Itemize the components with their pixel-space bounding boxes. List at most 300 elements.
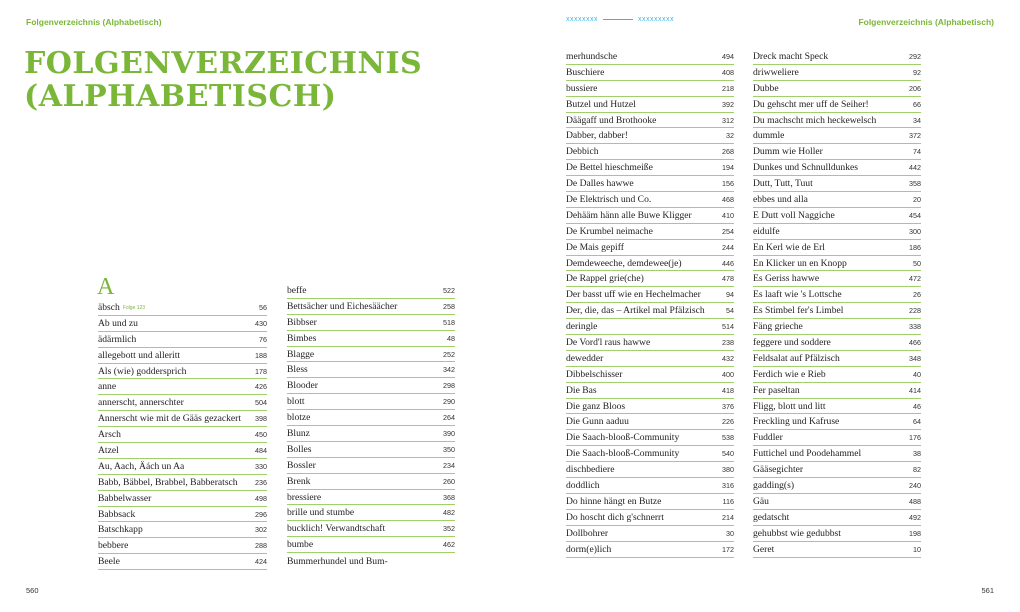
index-column-2 bbox=[287, 283, 455, 569]
entry-title-wrap bbox=[753, 337, 831, 348]
entry-title: Babbelwasser bbox=[98, 492, 152, 504]
entry-page-number: 302 bbox=[255, 525, 267, 535]
entry-title: Ferdich wie e Rieb bbox=[753, 368, 826, 380]
entry-page-number: 358 bbox=[909, 179, 921, 189]
entry-page-number: 484 bbox=[255, 445, 267, 455]
entry-page-number: 316 bbox=[722, 480, 734, 490]
entry-page-number: 408 bbox=[722, 67, 734, 77]
entry-title-wrap bbox=[287, 380, 318, 391]
entry-title-wrap bbox=[287, 476, 310, 487]
index-entry bbox=[98, 379, 267, 395]
index-entry bbox=[566, 303, 734, 319]
index-entry bbox=[566, 351, 734, 367]
entry-title: Dollbohrer bbox=[566, 527, 609, 539]
entry-title: Freckling und Kafruse bbox=[753, 416, 840, 428]
entry-title: Bless bbox=[287, 364, 308, 376]
entry-title-wrap bbox=[98, 397, 184, 408]
entry-title: Fäng grieche bbox=[753, 321, 803, 333]
index-entry bbox=[566, 97, 734, 113]
entry-title-wrap bbox=[98, 429, 121, 440]
entry-title: brille und stumbe bbox=[287, 507, 355, 519]
title-line-2: (ALPHABETISCH) bbox=[24, 79, 337, 114]
index-entry bbox=[566, 49, 734, 65]
entry-page-number: 34 bbox=[913, 115, 921, 125]
index-entry bbox=[753, 256, 921, 272]
entry-page-number: 390 bbox=[443, 428, 455, 438]
index-entry bbox=[753, 224, 921, 240]
entry-title-wrap bbox=[566, 99, 636, 110]
entry-title: Arsch bbox=[98, 429, 121, 441]
index-entry bbox=[753, 65, 921, 81]
entry-title-wrap bbox=[753, 544, 774, 555]
index-column-3 bbox=[566, 49, 734, 558]
entry-title-wrap bbox=[98, 302, 145, 313]
index-entry bbox=[98, 316, 267, 332]
decoration-line bbox=[603, 19, 633, 20]
entry-page-number: 228 bbox=[909, 306, 921, 316]
entry-title-wrap bbox=[566, 369, 623, 380]
entry-page-number: 92 bbox=[913, 67, 921, 77]
entry-title: De Dalles hawwe bbox=[566, 178, 634, 190]
entry-title-wrap bbox=[753, 416, 839, 427]
entry-page-number: 32 bbox=[726, 131, 734, 141]
entry-title-wrap bbox=[566, 305, 705, 316]
entry-title-wrap bbox=[753, 146, 823, 157]
entry-title-wrap bbox=[566, 337, 650, 348]
entry-title: Du gehscht mer uff de Seiher! bbox=[753, 98, 869, 110]
entry-title: dorm(e)lich bbox=[566, 543, 612, 555]
entry-title: feggere und soddere bbox=[753, 336, 831, 348]
index-entry bbox=[753, 510, 921, 526]
index-entry bbox=[566, 399, 734, 415]
entry-title-wrap bbox=[566, 67, 604, 78]
entry-title-wrap bbox=[566, 432, 679, 443]
index-entry bbox=[287, 490, 455, 506]
index-entry bbox=[753, 176, 921, 192]
entry-title-wrap bbox=[287, 317, 317, 328]
entry-title-wrap bbox=[98, 334, 136, 345]
index-entry bbox=[753, 97, 921, 113]
entry-title-wrap bbox=[287, 333, 316, 344]
entry-page-number: 260 bbox=[443, 476, 455, 486]
index-entry bbox=[753, 478, 921, 494]
entry-title: Dibbelschisser bbox=[566, 368, 623, 380]
index-entry bbox=[753, 526, 921, 542]
entry-page-number: 414 bbox=[909, 385, 921, 395]
index-entry bbox=[753, 144, 921, 160]
entry-title-wrap bbox=[566, 194, 651, 205]
entry-page-number: 410 bbox=[722, 210, 734, 220]
entry-title: beffe bbox=[287, 284, 307, 296]
index-entry bbox=[753, 367, 921, 383]
entry-title: E Dutt voll Naggiche bbox=[753, 209, 835, 221]
index-entry bbox=[753, 351, 921, 367]
entry-title-wrap bbox=[98, 524, 143, 535]
entry-title: Fligg, blott und litt bbox=[753, 400, 826, 412]
entry-page-number: 264 bbox=[443, 413, 455, 423]
entry-title-wrap bbox=[753, 512, 789, 523]
entry-page-number: 338 bbox=[909, 322, 921, 332]
entry-title: gedatscht bbox=[753, 511, 790, 523]
index-entry bbox=[287, 458, 455, 474]
entry-page-number: 504 bbox=[255, 398, 267, 408]
entry-title: Die Saach-blooß-Community bbox=[566, 448, 680, 460]
entry-title: bebbere bbox=[98, 540, 129, 552]
index-entry bbox=[753, 113, 921, 129]
index-entry bbox=[566, 462, 734, 478]
entry-title: Bettsächer und Eichesäächer bbox=[287, 300, 398, 312]
entry-title-wrap bbox=[566, 496, 661, 507]
entry-title-wrap bbox=[566, 448, 679, 459]
index-entry bbox=[753, 303, 921, 319]
entry-page-number: 300 bbox=[909, 226, 921, 236]
entry-title: De Vord'l raus hawwe bbox=[566, 336, 651, 348]
entry-title: Atzel bbox=[98, 444, 119, 456]
entry-title-wrap bbox=[753, 401, 826, 412]
entry-title-wrap bbox=[753, 496, 769, 507]
entry-title-wrap bbox=[287, 507, 354, 518]
index-entry bbox=[98, 364, 267, 380]
entry-title: Batschkapp bbox=[98, 524, 143, 536]
index-entry bbox=[566, 160, 734, 176]
index-entry bbox=[287, 394, 455, 410]
entry-title-wrap bbox=[566, 464, 614, 475]
entry-page-number: 234 bbox=[443, 460, 455, 470]
index-column-4 bbox=[753, 49, 921, 558]
entry-page-number: 466 bbox=[909, 337, 921, 347]
entry-title: driwweliere bbox=[753, 66, 799, 78]
page-title bbox=[24, 47, 422, 113]
entry-page-number: 488 bbox=[909, 496, 921, 506]
entry-title-wrap bbox=[566, 401, 625, 412]
entry-title-wrap bbox=[566, 242, 624, 253]
entry-title: Feldsalat auf Pfälzisch bbox=[753, 352, 840, 364]
entry-title: Es Stimbel fer's Limbel bbox=[753, 305, 844, 317]
entry-title-wrap bbox=[98, 461, 184, 472]
index-entry bbox=[98, 538, 267, 554]
entry-title: De Krumbel neimache bbox=[566, 225, 653, 237]
entry-title-wrap bbox=[566, 353, 603, 364]
entry-title-wrap bbox=[566, 544, 611, 555]
entry-title: Dutt, Tutt, Tuut bbox=[753, 178, 813, 190]
index-entry bbox=[287, 442, 455, 458]
entry-page-number: 48 bbox=[447, 333, 455, 343]
entry-title: Du machscht mich heckewelsch bbox=[753, 114, 877, 126]
index-entry bbox=[753, 160, 921, 176]
entry-title: Au, Aach, Äách un Aa bbox=[98, 460, 185, 472]
entry-title: dewedder bbox=[566, 352, 604, 364]
entry-title: blotze bbox=[287, 412, 311, 424]
entry-page-number: 518 bbox=[443, 317, 455, 327]
entry-page-number: 26 bbox=[913, 290, 921, 300]
entry-page-number: 214 bbox=[722, 512, 734, 522]
entry-page-number: 426 bbox=[255, 382, 267, 392]
entry-title-wrap bbox=[287, 301, 397, 312]
index-entry bbox=[753, 271, 921, 287]
entry-page-number: 76 bbox=[259, 334, 267, 344]
entry-title: Debbich bbox=[566, 146, 599, 158]
entry-title: ebbes und alla bbox=[753, 193, 808, 205]
index-entry bbox=[566, 367, 734, 383]
entry-page-number: 38 bbox=[913, 449, 921, 459]
entry-page-number: 66 bbox=[913, 99, 921, 109]
index-column-1 bbox=[98, 300, 267, 570]
index-entry bbox=[753, 414, 921, 430]
index-entry bbox=[98, 507, 267, 523]
entry-title-wrap bbox=[753, 115, 876, 126]
index-entry bbox=[566, 192, 734, 208]
entry-page-number: 352 bbox=[443, 524, 455, 534]
entry-page-number: 292 bbox=[909, 51, 921, 61]
index-entry bbox=[753, 383, 921, 399]
entry-title: annerscht, annerschter bbox=[98, 397, 184, 409]
entry-page-number: 472 bbox=[909, 274, 921, 284]
entry-page-number: 446 bbox=[722, 258, 734, 268]
entry-page-number: 116 bbox=[722, 496, 734, 506]
entry-title: Blunz bbox=[287, 427, 310, 439]
entry-page-number: 478 bbox=[722, 274, 734, 284]
entry-title: Ab und zu bbox=[98, 317, 138, 329]
entry-title-wrap bbox=[566, 273, 644, 284]
index-entry bbox=[753, 542, 921, 558]
entry-title: Futtichel und Poodehammel bbox=[753, 448, 862, 460]
entry-title-wrap bbox=[287, 349, 314, 360]
section-letter: A bbox=[97, 274, 115, 300]
entry-title: Bummerhundel und Bum- bbox=[287, 555, 388, 567]
entry-page-number: 198 bbox=[909, 528, 921, 538]
index-entry bbox=[287, 537, 455, 553]
entry-title-wrap bbox=[753, 369, 826, 380]
index-entry bbox=[287, 362, 455, 378]
entry-title: ädärmlich bbox=[98, 333, 137, 345]
entry-title-wrap bbox=[98, 509, 135, 520]
entry-title-wrap bbox=[753, 353, 840, 364]
entry-page-number: 56 bbox=[259, 302, 267, 312]
entry-page-number: 514 bbox=[722, 322, 734, 332]
index-entry bbox=[753, 81, 921, 97]
running-header-right: Folgenverzeichnis (Alphabetisch) bbox=[858, 17, 994, 27]
entry-page-number: 376 bbox=[722, 401, 734, 411]
entry-page-number: 424 bbox=[255, 557, 267, 567]
entry-title: Annerscht wie mit de Gääs gezackert bbox=[98, 413, 242, 425]
entry-page-number: 350 bbox=[443, 444, 455, 454]
index-entry bbox=[753, 319, 921, 335]
index-entry bbox=[98, 332, 267, 348]
index-entry bbox=[98, 411, 267, 427]
index-entry bbox=[566, 319, 734, 335]
index-entry bbox=[287, 299, 455, 315]
entry-title-wrap bbox=[566, 416, 629, 427]
index-entry bbox=[566, 414, 734, 430]
entry-page-number: 494 bbox=[722, 51, 734, 61]
index-entry bbox=[566, 240, 734, 256]
entry-title-wrap bbox=[566, 115, 656, 126]
entry-page-number: 400 bbox=[722, 369, 734, 379]
entry-page-number: 186 bbox=[909, 242, 921, 252]
entry-page-number: 194 bbox=[722, 163, 734, 173]
entry-title: Do hinne hängt en Butze bbox=[566, 495, 662, 507]
index-entry bbox=[566, 271, 734, 287]
index-entry bbox=[98, 395, 267, 411]
entry-page-number: 156 bbox=[722, 179, 734, 189]
entry-title: Dreck macht Speck bbox=[753, 50, 829, 62]
entry-title-wrap bbox=[753, 178, 813, 189]
entry-page-number: 312 bbox=[722, 115, 734, 125]
entry-title-wrap bbox=[287, 285, 307, 296]
entry-title: Dunkes und Schnulldunkes bbox=[753, 162, 858, 174]
title-line-1: FOLGENVERZEICHNIS bbox=[24, 46, 423, 81]
entry-page-number: 94 bbox=[726, 290, 734, 300]
index-entry bbox=[753, 287, 921, 303]
entry-title-wrap bbox=[566, 51, 617, 62]
entry-title: Bossler bbox=[287, 459, 316, 471]
entry-page-number: 236 bbox=[255, 477, 267, 487]
entry-title-wrap bbox=[753, 242, 825, 253]
entry-title-wrap bbox=[753, 130, 784, 141]
entry-title: Bibbser bbox=[287, 316, 317, 328]
index-entry bbox=[753, 49, 921, 65]
entry-title-wrap bbox=[287, 492, 321, 503]
entry-title: eidulfe bbox=[753, 225, 780, 237]
index-entry bbox=[753, 240, 921, 256]
entry-title-wrap bbox=[98, 413, 241, 424]
entry-page-number: 10 bbox=[913, 544, 921, 554]
entry-title: Buschiere bbox=[566, 66, 605, 78]
page-number-right: 561 bbox=[981, 586, 994, 595]
entry-title: Der, die, das – Artikel mal Pfälzisch bbox=[566, 305, 705, 317]
index-entry bbox=[566, 144, 734, 160]
entry-title: Bimbes bbox=[287, 332, 317, 344]
entry-page-number: 268 bbox=[722, 147, 734, 157]
index-entry bbox=[98, 522, 267, 538]
entry-page-number: 330 bbox=[255, 461, 267, 471]
index-entry bbox=[287, 474, 455, 490]
entry-title-wrap bbox=[753, 273, 819, 284]
index-entry bbox=[566, 256, 734, 272]
entry-title-wrap bbox=[753, 162, 858, 173]
entry-title: Die Saach-blooß-Community bbox=[566, 432, 680, 444]
index-entry bbox=[287, 283, 455, 299]
entry-title: Butzel und Hutzel bbox=[566, 98, 636, 110]
entry-title-wrap bbox=[753, 464, 803, 475]
entry-title: bussiere bbox=[566, 82, 598, 94]
index-entry bbox=[566, 81, 734, 97]
entry-title: Blagge bbox=[287, 348, 315, 360]
entry-title: allegebott und alleritt bbox=[98, 349, 181, 361]
entry-title: bumbe bbox=[287, 539, 314, 551]
entry-title: anne bbox=[98, 381, 117, 393]
entry-title-wrap bbox=[566, 226, 653, 237]
index-entry bbox=[287, 410, 455, 426]
decoration-left: xxxxxxxx bbox=[566, 16, 598, 23]
entry-title-wrap bbox=[287, 444, 312, 455]
entry-title-wrap bbox=[98, 350, 180, 361]
entry-page-number: 64 bbox=[913, 417, 921, 427]
entry-title-wrap bbox=[753, 226, 780, 237]
entry-page-number: 296 bbox=[255, 509, 267, 519]
entry-title: gadding(s) bbox=[753, 479, 795, 491]
entry-page-number: 290 bbox=[443, 397, 455, 407]
entry-title-wrap bbox=[753, 528, 841, 539]
index-entry bbox=[566, 526, 734, 542]
entry-title-wrap bbox=[287, 460, 316, 471]
index-entry bbox=[287, 505, 455, 521]
entry-title-wrap bbox=[566, 210, 692, 221]
entry-title: Es Geriss hawwe bbox=[753, 273, 820, 285]
entry-title-wrap bbox=[753, 83, 779, 94]
entry-title: De Mais gepiff bbox=[566, 241, 624, 253]
index-entry bbox=[566, 542, 734, 558]
entry-title: deringle bbox=[566, 321, 598, 333]
entry-page-number: 254 bbox=[722, 226, 734, 236]
entry-page-number: 238 bbox=[722, 337, 734, 347]
entry-title: blott bbox=[287, 396, 305, 408]
entry-page-number: 288 bbox=[255, 541, 267, 551]
entry-page-number: 380 bbox=[722, 465, 734, 475]
entry-title: Die ganz Bloos bbox=[566, 400, 626, 412]
index-entry bbox=[98, 427, 267, 443]
index-entry bbox=[287, 378, 455, 394]
entry-page-number: 40 bbox=[913, 369, 921, 379]
entry-title: bressiere bbox=[287, 491, 322, 503]
entry-title-wrap bbox=[287, 428, 310, 439]
entry-title-wrap bbox=[753, 480, 794, 491]
entry-title: äbsch bbox=[98, 301, 120, 313]
entry-page-number: 258 bbox=[443, 301, 455, 311]
entry-title: Die Gunn aaduu bbox=[566, 416, 629, 428]
entry-title-wrap bbox=[287, 539, 313, 550]
index-entry bbox=[753, 462, 921, 478]
entry-episode-note: Folge 123 bbox=[122, 304, 146, 311]
entry-title: Gäu bbox=[753, 495, 769, 507]
entry-title-wrap bbox=[753, 194, 808, 205]
index-entry bbox=[753, 399, 921, 415]
entry-title-wrap bbox=[98, 445, 119, 456]
entry-title: Der basst uff wie en Hechelmacher bbox=[566, 289, 701, 301]
entry-page-number: 522 bbox=[443, 285, 455, 295]
entry-page-number: 468 bbox=[722, 194, 734, 204]
page-number-left: 560 bbox=[26, 586, 39, 595]
index-entry bbox=[566, 478, 734, 494]
index-entry bbox=[753, 446, 921, 462]
index-entry bbox=[287, 331, 455, 347]
index-entry bbox=[753, 430, 921, 446]
entry-page-number: 498 bbox=[255, 493, 267, 503]
entry-title-wrap bbox=[287, 396, 305, 407]
entry-title-wrap bbox=[566, 258, 682, 269]
entry-page-number: 50 bbox=[913, 258, 921, 268]
entry-page-number: 348 bbox=[909, 353, 921, 363]
entry-title-wrap bbox=[566, 512, 664, 523]
entry-title: Dumm wie Holler bbox=[753, 146, 823, 158]
entry-title: gehubbst wie gedubbst bbox=[753, 527, 841, 539]
entry-title-wrap bbox=[98, 381, 116, 392]
entry-page-number: 82 bbox=[913, 465, 921, 475]
index-entry bbox=[98, 443, 267, 459]
index-entry bbox=[566, 208, 734, 224]
entry-page-number: 244 bbox=[722, 242, 734, 252]
entry-title: Fer paseltan bbox=[753, 384, 800, 396]
entry-title: Geret bbox=[753, 543, 775, 555]
entry-page-number: 240 bbox=[909, 480, 921, 490]
index-entry bbox=[98, 475, 267, 491]
entry-page-number: 298 bbox=[443, 381, 455, 391]
entry-title-wrap bbox=[566, 480, 600, 491]
entry-title-wrap bbox=[753, 432, 783, 443]
entry-title-wrap bbox=[566, 321, 597, 332]
entry-title-wrap bbox=[98, 477, 238, 488]
index-entry bbox=[98, 300, 267, 316]
